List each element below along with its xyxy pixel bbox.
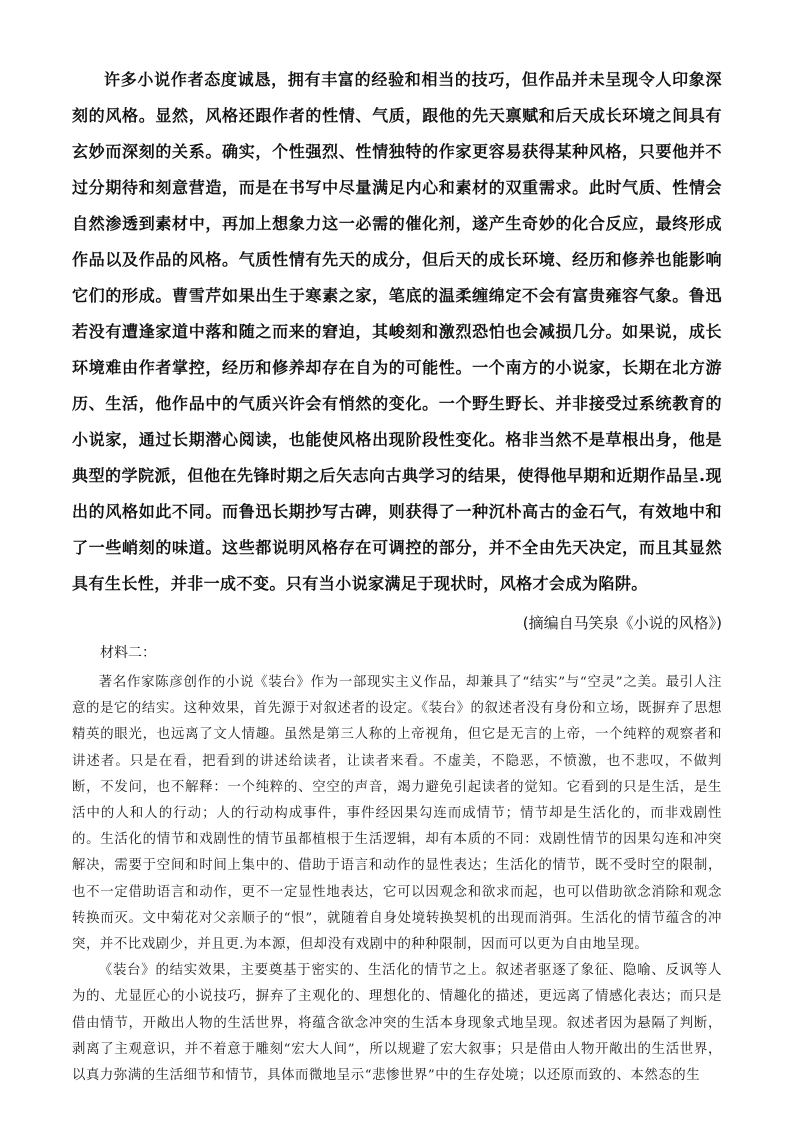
material2-heading: 材料二： <box>100 645 156 661</box>
material2-paragraph-1: 著名作家陈彦创作的小说《装台》作为一部现实主义作品，却兼具了“结实”与“空灵”之美。最引人注意的是它的结实。这种效果，首先源于对叙述者的设定。《装台》的叙述者没有身份和立场，既摒弃了思想精英的眼光，也远离了文人情趣。虽然是第三人称的上帝视角，但它是无言的上帝，一个纯粹的观察者和讲述者。只是在看，把看到的讲述给读者，让读者来看。不虚美，不隐恶，不愤激，也不悲叹，不做判断，不发问，也不解释：一个纯粹的、空空的声音，竭力避免引起读者的觉知。它看到的只是生活，是生活中的人和人的行动；人的行动构成事件，事件经因果勾连而成情节；情节却是生活化的，而非戏剧性的。生活化的情节和戏剧性的情节虽都植根于生活逻辑，却有本质的不同：戏剧性情节的因果勾连和冲突解决，需要于空间和时间上集中的、借助于语言和动作的显性表达；生活化的情节，既不受时空的限制，也不一定借助语言和动作，更不一定显性地表达，它可以因观念和欲求而起，也可以借助欲念消除和观念转换而灭。文中菊花对父亲顺子的“恨”，就随着自身处境转换契机的出现而消弭。生活化的情节蕴含的冲突，并不比戏剧少，并且更.为本源，但却没有戏剧中的种种限制，因而可以更为自由地呈现。 <box>72 675 722 953</box>
material1-source-citation: (摘编自马笑泉《小说的风格》) <box>522 614 722 632</box>
material1-paragraph: 许多小说作者态度诚恳，拥有丰富的经验和相当的技巧，但作品并未呈现令人印象深刻的风格。显然，风格还跟作者的性情、气质，跟他的先天禀赋和后天成长环境之间具有玄妙而深刻的关系。确实，个性强烈、性情独特的作家更容易获得某种风格，只要他并不过分期待和刻意营造，而是在书写中尽量满足内心和素材的双重需求。此时气质、性情会自然渗透到素材中，再加上想象力这一必需的催化剂，遂产生奇妙的化合反应，最终形成作品以及作品的风格。气质性情有先天的成分，但后天的成长环境、经历和修养也能影响它们的形成。曹雪芹如果出生于寒素之家，笔底的温柔缠绵定不会有富贵雍容气象。鲁迅若没有遭逢家道中落和随之而来的窘迫，其峻刻和激烈恐怕也会减损几分。如果说，成长环境难由作者掌控，经历和修养却存在自为的可能性。一个南方的小说家，长期在北方游历、生活，他作品中的气质兴许会有悄然的变化。一个野生野长、并非接受过系统教育的小说家，通过长期潜心阅读，也能使风格出现阶段性变化。格非当然不是草根出身，他是典型的学院派，但他在先锋时期之后矢志向古典学习的结果，使得他早期和近期作品呈.现出的风格如此不同。而鲁迅长期抄写古碑，则获得了一种沉朴高古的金石气，有效地中和了一些峭刻的味道。这些都说明风格存在可调控的部分，并不全由先天决定，而且其显然具有生长性，并非一成不变。只有当小说家满足于现状时，风格才会成为陷阱。 <box>72 70 722 593</box>
material2-paragraph-2: 《装台》的结实效果，主要奠基于密实的、生活化的情节之上。叙述者驱逐了象征、隐喻、反讽等人为的、尤显匠心的小说技巧，摒弃了主观化的、理想化的、情趣化的描述，更远离了情感化表达；而只是借由情节，开敞出人物的生活世界，将蕴含欲念冲突的生活本身现象式地呈现。叙述者因为悬隔了判断，剥离了主观意识，并不着意于雕刻“宏大人间”，所以规避了宏大叙事；只是借由人物开敞出的生活世界，以真力弥满的生活细节和情节，具体而微地呈示“悲惨世界”中的生存处境；以还原而致的、本然态的生 <box>72 963 722 1084</box>
